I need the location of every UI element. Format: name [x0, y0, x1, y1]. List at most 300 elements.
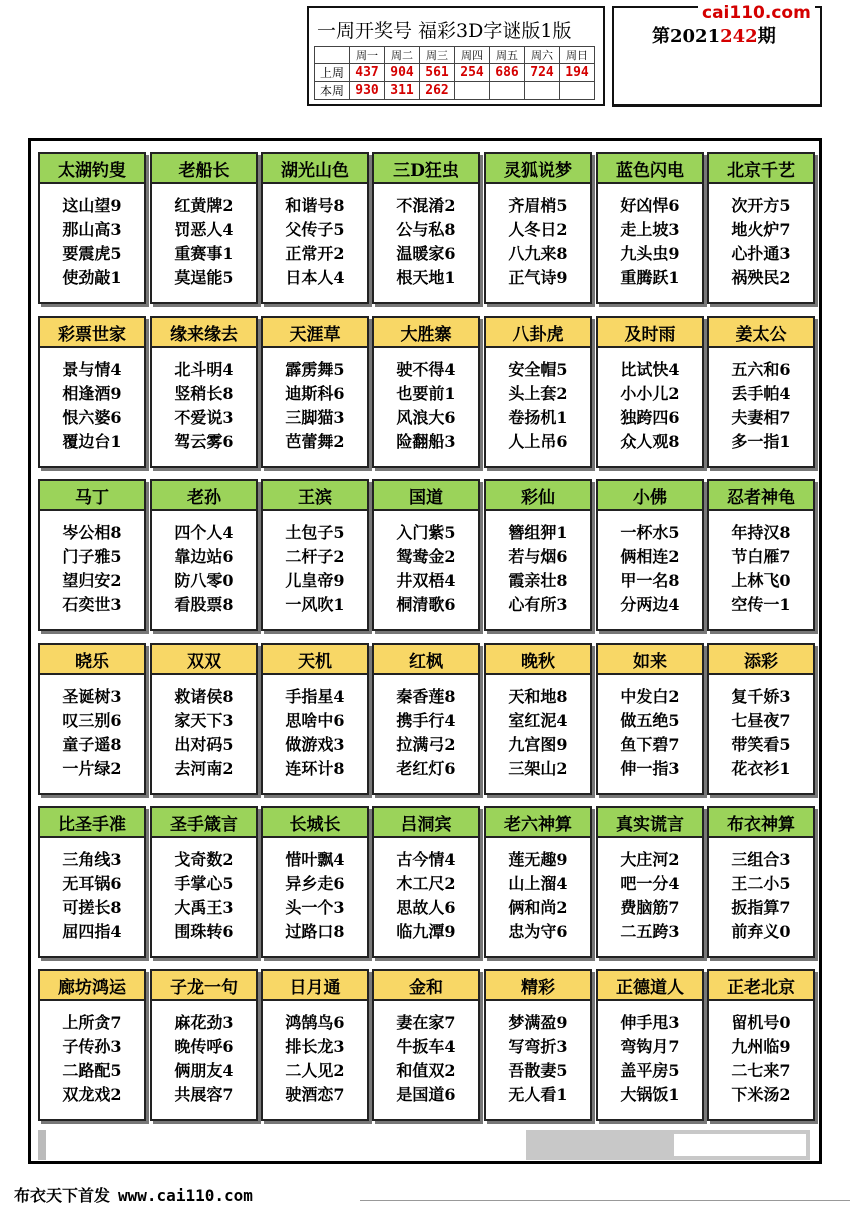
puzzle-line: 甲一名8 [620, 571, 680, 590]
puzzle-line: 三角线3 [62, 850, 122, 869]
puzzle-line: 三架山2 [508, 759, 568, 778]
puzzle-card [261, 969, 369, 1121]
puzzle-card-lines [152, 675, 256, 781]
puzzle-card [596, 643, 704, 795]
puzzle-line: 靠边站6 [174, 547, 234, 566]
bottom-blank-box [674, 1134, 806, 1156]
puzzle-card-title: 日月通 [263, 971, 367, 1001]
puzzle-line: 写弯折3 [508, 1037, 568, 1056]
puzzle-card [372, 806, 480, 958]
puzzle-card [707, 479, 815, 631]
puzzle-line: 迪斯科6 [285, 384, 345, 403]
puzzle-card-lines [263, 675, 367, 781]
puzzle-line: 人冬日2 [508, 220, 568, 239]
puzzle-line: 去河南2 [174, 759, 234, 778]
days-row [315, 47, 595, 64]
puzzle-line: 望归安2 [62, 571, 122, 590]
puzzle-card-title: 及时雨 [598, 318, 702, 348]
puzzle-line: 复千娇3 [731, 687, 791, 706]
puzzle-line: 出对码5 [174, 735, 234, 754]
puzzle-line: 前弃义0 [731, 922, 791, 941]
puzzle-card [707, 316, 815, 468]
puzzle-card-title: 马丁 [40, 481, 144, 511]
puzzle-card [372, 969, 480, 1121]
puzzle-line: 次开方5 [731, 196, 791, 215]
puzzle-line: 家天下3 [174, 711, 234, 730]
puzzle-line: 一片绿2 [62, 759, 122, 778]
puzzle-line: 屈四指4 [62, 922, 122, 941]
puzzle-line: 安全帽5 [508, 360, 568, 379]
puzzle-line: 公与私8 [396, 220, 456, 239]
puzzle-card [707, 643, 815, 795]
last-week-label: 上周 [315, 64, 350, 82]
puzzle-card-title: 湖光山色 [263, 154, 367, 184]
puzzle-line: 独跨四6 [620, 408, 680, 427]
puzzle-line: 戈奇数2 [174, 850, 234, 869]
puzzle-line: 比试快4 [620, 360, 680, 379]
puzzle-card-title: 晚秋 [486, 645, 590, 675]
draw-number: 194 [560, 64, 595, 82]
puzzle-card-title: 老孙 [152, 481, 256, 511]
puzzle-card-lines [374, 511, 478, 617]
puzzle-line: 拉满弓2 [396, 735, 456, 754]
puzzle-line: 二杆子2 [285, 547, 345, 566]
site-logo[interactable]: cai110.com [698, 3, 815, 23]
puzzle-line: 险翻船3 [396, 432, 456, 451]
puzzle-line: 下米汤2 [731, 1085, 791, 1104]
puzzle-line: 石奕世3 [62, 595, 122, 614]
puzzle-line: 众人观8 [620, 432, 680, 451]
puzzle-card-title: 小佛 [598, 481, 702, 511]
puzzle-card-lines [598, 675, 702, 781]
puzzle-line: 那山高3 [62, 220, 122, 239]
draw-number: 262 [420, 82, 455, 100]
puzzle-line: 莫逞能5 [174, 268, 234, 287]
puzzle-line: 入门紫5 [396, 523, 456, 542]
issue-number-red: 242 [720, 26, 758, 47]
puzzle-line: 和值双2 [396, 1061, 456, 1080]
puzzle-line: 九州临9 [731, 1037, 791, 1056]
scroll-stub [38, 1130, 46, 1160]
puzzle-card-lines [40, 184, 144, 290]
puzzle-line: 驾云雾6 [174, 432, 234, 451]
puzzle-line: 二路配5 [62, 1061, 122, 1080]
puzzle-card-lines [374, 184, 478, 290]
puzzle-line: 留机号0 [731, 1013, 791, 1032]
puzzle-card-title: 太湖钓叟 [40, 154, 144, 184]
puzzle-line: 中发白2 [620, 687, 680, 706]
puzzle-line: 鱼下碧7 [620, 735, 680, 754]
puzzle-card-lines [152, 1001, 256, 1107]
footer [14, 1183, 253, 1206]
puzzle-card-title: 吕洞宾 [374, 808, 478, 838]
puzzle-line: 过路口8 [285, 922, 345, 941]
puzzle-card-title: 大胜寨 [374, 318, 478, 348]
puzzle-card [261, 479, 369, 631]
puzzle-line: 大锅饭1 [620, 1085, 680, 1104]
puzzle-line: 空传一1 [731, 595, 791, 614]
puzzle-card-lines [709, 838, 813, 944]
puzzle-card-lines [152, 838, 256, 944]
puzzle-card-title: 精彩 [486, 971, 590, 1001]
puzzle-card [372, 479, 480, 631]
puzzle-line: 不爱说3 [174, 408, 234, 427]
puzzle-card-lines [709, 675, 813, 781]
draw-number: 311 [385, 82, 420, 100]
day-label: 周日 [560, 47, 595, 64]
puzzle-line: 正气诗9 [508, 268, 568, 287]
puzzle-card [150, 152, 258, 304]
puzzle-line: 老红灯6 [396, 759, 456, 778]
puzzle-line: 五六和6 [731, 360, 791, 379]
puzzle-line: 室红泥4 [508, 711, 568, 730]
puzzle-line: 景与情4 [62, 360, 122, 379]
puzzle-line: 节白雁7 [731, 547, 791, 566]
puzzle-line: 岑公相8 [62, 523, 122, 542]
puzzle-line: 走上坡3 [620, 220, 680, 239]
puzzle-line: 妻在家7 [396, 1013, 456, 1032]
puzzle-line: 夫妻相7 [731, 408, 791, 427]
puzzle-line: 相逢酒9 [62, 384, 122, 403]
puzzle-line: 大庄河2 [620, 850, 680, 869]
puzzle-line: 分两边4 [620, 595, 680, 614]
puzzle-line: 七昼夜7 [731, 711, 791, 730]
puzzle-line: 心有所3 [508, 595, 568, 614]
day-label: 周一 [350, 47, 385, 64]
puzzle-card-lines [374, 675, 478, 781]
puzzle-card-lines [374, 348, 478, 454]
day-label: 周三 [420, 47, 455, 64]
puzzle-line: 晚传呼6 [174, 1037, 234, 1056]
puzzle-line: 井双梧4 [396, 571, 456, 590]
footer-divider [360, 1200, 850, 1201]
puzzle-card [38, 479, 146, 631]
puzzle-line: 重腾跃1 [620, 268, 680, 287]
puzzle-card-lines [40, 675, 144, 781]
puzzle-line: 覆边台1 [62, 432, 122, 451]
puzzle-line: 临九潭9 [396, 922, 456, 941]
puzzle-line: 二五跨3 [620, 922, 680, 941]
puzzle-line: 吧一分4 [620, 874, 680, 893]
puzzle-line: 思啥中6 [285, 711, 345, 730]
puzzle-line: 门子雅5 [62, 547, 122, 566]
day-label: 周二 [385, 47, 420, 64]
puzzle-line: 连环计8 [285, 759, 345, 778]
puzzle-line: 牛扳车4 [396, 1037, 456, 1056]
puzzle-card-title: 正老北京 [709, 971, 813, 1001]
puzzle-card-title: 彩仙 [486, 481, 590, 511]
puzzle-line: 秦香莲8 [396, 687, 456, 706]
puzzle-card [707, 152, 815, 304]
puzzle-card-lines [263, 838, 367, 944]
puzzle-line: 风浪大6 [396, 408, 456, 427]
draw-number: 254 [455, 64, 490, 82]
puzzle-line: 不混淆2 [396, 196, 456, 215]
puzzle-card-lines [709, 348, 813, 454]
puzzle-line: 芭蕾舞2 [285, 432, 345, 451]
puzzle-card-lines [709, 184, 813, 290]
puzzle-card [38, 643, 146, 795]
puzzle-line: 一风吹1 [285, 595, 345, 614]
puzzle-line: 要震虎5 [62, 244, 122, 263]
puzzle-line: 红黄牌2 [174, 196, 234, 215]
puzzle-line: 俩相连2 [620, 547, 680, 566]
puzzle-line: 也要前1 [396, 384, 456, 403]
puzzle-line: 和谐号8 [285, 196, 345, 215]
issue-prefix: 第2021 [652, 26, 721, 47]
draw-number: 437 [350, 64, 385, 82]
puzzle-line: 童子遥8 [62, 735, 122, 754]
puzzle-card-title: 姜太公 [709, 318, 813, 348]
results-title: 一周开奖号 福彩3D字谜版1版 [317, 20, 572, 42]
puzzle-line: 小小儿2 [620, 384, 680, 403]
puzzle-card-lines [40, 348, 144, 454]
puzzle-line: 这山望9 [62, 196, 122, 215]
puzzle-line: 防八零0 [174, 571, 234, 590]
last-week-row [315, 64, 595, 82]
puzzle-line: 簪组狎1 [508, 523, 568, 542]
puzzle-card-title: 三D狂虫 [374, 154, 478, 184]
puzzle-line: 头上套2 [508, 384, 568, 403]
puzzle-line: 鸿鹄鸟6 [285, 1013, 345, 1032]
puzzle-card-lines [152, 184, 256, 290]
puzzle-card-title: 灵狐说梦 [486, 154, 590, 184]
puzzle-card [484, 316, 592, 468]
puzzle-line: 王二小5 [731, 874, 791, 893]
puzzle-card [150, 316, 258, 468]
puzzle-card-title: 真实谎言 [598, 808, 702, 838]
puzzle-line: 圣诞树3 [62, 687, 122, 706]
puzzle-line: 双龙戏2 [62, 1085, 122, 1104]
puzzle-card-lines [374, 838, 478, 944]
draw-number: 724 [525, 64, 560, 82]
puzzle-card-lines [486, 184, 590, 290]
puzzle-line: 弯钩月7 [620, 1037, 680, 1056]
puzzle-card-title: 廊坊鸿运 [40, 971, 144, 1001]
puzzle-line: 大禹王3 [174, 898, 234, 917]
puzzle-line: 无人看1 [508, 1085, 568, 1104]
draw-number [525, 82, 560, 100]
puzzle-line: 伸一指3 [620, 759, 680, 778]
puzzle-line: 忠为守6 [508, 922, 568, 941]
puzzle-line: 做游戏3 [285, 735, 345, 754]
puzzle-card-lines [263, 1001, 367, 1107]
puzzle-card-lines [486, 675, 590, 781]
puzzle-card-lines [263, 348, 367, 454]
puzzle-line: 古今情4 [396, 850, 456, 869]
puzzle-card-title: 天机 [263, 645, 367, 675]
puzzle-card-title: 北京千艺 [709, 154, 813, 184]
puzzle-card [261, 316, 369, 468]
puzzle-line: 叹三别6 [62, 711, 122, 730]
puzzle-card [150, 969, 258, 1121]
puzzle-card [596, 969, 704, 1121]
footer-url[interactable]: www.cai110.com [118, 1186, 253, 1205]
puzzle-card [596, 316, 704, 468]
puzzle-card-title: 国道 [374, 481, 478, 511]
puzzle-card [38, 806, 146, 958]
puzzle-line: 异乡走6 [285, 874, 345, 893]
puzzle-card-title: 蓝色闪电 [598, 154, 702, 184]
puzzle-card [150, 479, 258, 631]
puzzle-card-lines [263, 511, 367, 617]
puzzle-card-title: 布衣神算 [709, 808, 813, 838]
puzzle-line: 莲无趣9 [508, 850, 568, 869]
puzzle-line: 费脑筋7 [620, 898, 680, 917]
puzzle-line: 梦满盈9 [508, 1013, 568, 1032]
puzzle-card-title: 比圣手准 [40, 808, 144, 838]
puzzle-line: 上所贪7 [62, 1013, 122, 1032]
puzzle-line: 麻花劲3 [174, 1013, 234, 1032]
draw-number: 561 [420, 64, 455, 82]
puzzle-line: 手掌心5 [174, 874, 234, 893]
puzzle-line: 无耳锅6 [62, 874, 122, 893]
puzzle-card [372, 316, 480, 468]
puzzle-line: 四个人4 [174, 523, 234, 542]
puzzle-line: 携手行4 [396, 711, 456, 730]
puzzle-line: 花衣衫1 [731, 759, 791, 778]
this-week-label: 本周 [315, 82, 350, 100]
puzzle-card-title: 金和 [374, 971, 478, 1001]
puzzle-card-title: 如来 [598, 645, 702, 675]
puzzle-line: 做五绝5 [620, 711, 680, 730]
puzzle-card-lines [40, 1001, 144, 1107]
puzzle-card [372, 152, 480, 304]
puzzle-card-lines [598, 348, 702, 454]
puzzle-line: 手指星4 [285, 687, 345, 706]
puzzle-line: 救诸侯8 [174, 687, 234, 706]
puzzle-card-title: 子龙一句 [152, 971, 256, 1001]
puzzle-line: 伸手甩3 [620, 1013, 680, 1032]
puzzle-line: 竖稍长8 [174, 384, 234, 403]
puzzle-card [38, 316, 146, 468]
puzzle-card [707, 969, 815, 1121]
puzzle-card-title: 双双 [152, 645, 256, 675]
puzzle-card-lines [152, 511, 256, 617]
puzzle-card-title: 晓乐 [40, 645, 144, 675]
puzzle-line: 盖平房5 [620, 1061, 680, 1080]
puzzle-line: 一杯水5 [620, 523, 680, 542]
puzzle-card-title: 八卦虎 [486, 318, 590, 348]
puzzle-line: 丢手帕4 [731, 384, 791, 403]
puzzle-line: 心扑通3 [731, 244, 791, 263]
puzzle-line: 驶酒恋7 [285, 1085, 345, 1104]
puzzle-card-title: 彩票世家 [40, 318, 144, 348]
puzzle-card-title: 正德道人 [598, 971, 702, 1001]
puzzle-card [150, 643, 258, 795]
puzzle-card [484, 152, 592, 304]
puzzle-card-title: 天涯草 [263, 318, 367, 348]
puzzle-card [596, 152, 704, 304]
puzzle-card [484, 479, 592, 631]
puzzle-line: 多一指1 [731, 432, 791, 451]
puzzle-card [261, 152, 369, 304]
issue-number [652, 22, 776, 48]
draw-number: 904 [385, 64, 420, 82]
results-table [314, 46, 595, 100]
puzzle-card [484, 969, 592, 1121]
draw-results-panel [307, 6, 605, 106]
puzzle-line: 霹雳舞5 [285, 360, 345, 379]
puzzle-card-lines [40, 511, 144, 617]
puzzle-card [150, 806, 258, 958]
puzzle-card-title: 缘来缘去 [152, 318, 256, 348]
puzzle-line: 重赛事1 [174, 244, 234, 263]
puzzle-card-title: 红枫 [374, 645, 478, 675]
puzzle-card-lines [598, 511, 702, 617]
puzzle-line: 可搓长8 [62, 898, 122, 917]
puzzle-line: 土包子5 [285, 523, 345, 542]
puzzle-card-lines [263, 184, 367, 290]
puzzle-line: 二人见2 [285, 1061, 345, 1080]
puzzle-card-lines [486, 1001, 590, 1107]
puzzle-line: 九宫图9 [508, 735, 568, 754]
this-week-row [315, 82, 595, 100]
puzzle-card-title: 圣手箴言 [152, 808, 256, 838]
puzzle-line: 俩和尚2 [508, 898, 568, 917]
draw-number [455, 82, 490, 100]
puzzle-line: 罚恶人4 [174, 220, 234, 239]
puzzle-line: 卷扬机1 [508, 408, 568, 427]
puzzle-line: 根天地1 [396, 268, 456, 287]
puzzle-card [484, 643, 592, 795]
puzzle-line: 吾散妻5 [508, 1061, 568, 1080]
puzzle-line: 鸳鸯金2 [396, 547, 456, 566]
puzzle-line: 儿皇帝9 [285, 571, 345, 590]
puzzle-card-title: 添彩 [709, 645, 813, 675]
puzzle-card-title: 老六神算 [486, 808, 590, 838]
puzzle-line: 三组合3 [731, 850, 791, 869]
puzzle-line: 温暖家6 [396, 244, 456, 263]
puzzle-line: 北斗明4 [174, 360, 234, 379]
puzzle-card-lines [598, 184, 702, 290]
puzzle-line: 桐清歌6 [396, 595, 456, 614]
puzzle-line: 共展容7 [174, 1085, 234, 1104]
puzzle-line: 围珠转6 [174, 922, 234, 941]
puzzle-card-lines [709, 1001, 813, 1107]
puzzle-line: 思故人6 [396, 898, 456, 917]
puzzle-line: 恨六婆6 [62, 408, 122, 427]
footer-text: 布衣天下首发 [14, 1186, 111, 1205]
puzzle-card-lines [374, 1001, 478, 1107]
puzzle-line: 是国道6 [396, 1085, 456, 1104]
puzzle-card [38, 152, 146, 304]
puzzle-line: 齐眉梢5 [508, 196, 568, 215]
draw-number [490, 82, 525, 100]
puzzle-line: 惜叶飘4 [285, 850, 345, 869]
puzzle-line: 祸殃民2 [731, 268, 791, 287]
puzzle-line: 若与烟6 [508, 547, 568, 566]
puzzle-card-lines [152, 348, 256, 454]
puzzle-card-lines [40, 838, 144, 944]
puzzle-card-title: 王滨 [263, 481, 367, 511]
puzzle-line: 排长龙3 [285, 1037, 345, 1056]
puzzle-line: 扳指算7 [731, 898, 791, 917]
puzzle-line: 父传子5 [285, 220, 345, 239]
puzzle-line: 好凶悍6 [620, 196, 680, 215]
puzzle-line: 正常开2 [285, 244, 345, 263]
puzzle-line: 山上溜4 [508, 874, 568, 893]
puzzle-line: 年持汉8 [731, 523, 791, 542]
puzzle-line: 地火炉7 [731, 220, 791, 239]
puzzle-card-title: 长城长 [263, 808, 367, 838]
day-label: 周四 [455, 47, 490, 64]
puzzle-card-lines [486, 348, 590, 454]
puzzle-card-lines [486, 838, 590, 944]
puzzle-line: 人上吊6 [508, 432, 568, 451]
puzzle-line: 木工尺2 [396, 874, 456, 893]
puzzle-card-title: 老船长 [152, 154, 256, 184]
